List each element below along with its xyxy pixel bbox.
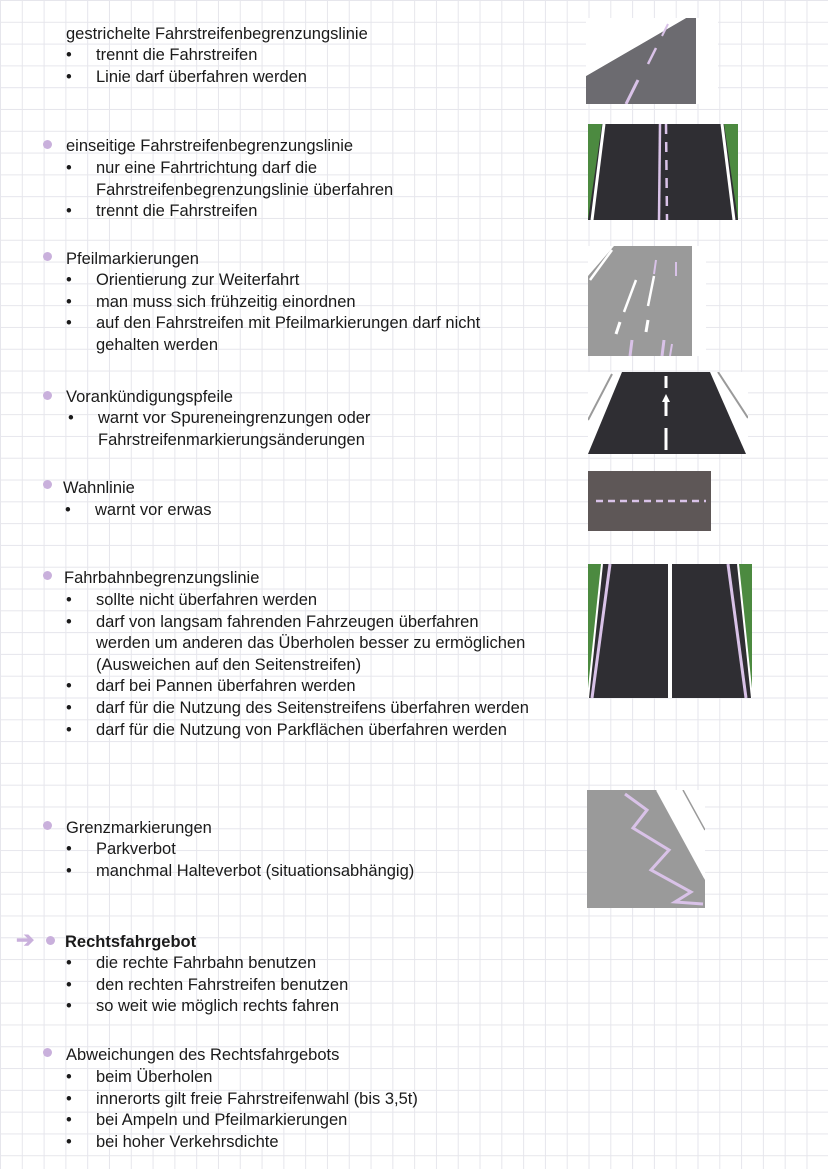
list-item: • die rechte Fahrbahn benutzen	[66, 953, 506, 975]
bullet-list	[68, 408, 488, 451]
section-heading: gestrichelte Fahrstreifenbegrenzungslinie	[66, 25, 368, 43]
bullet-marker: •	[66, 46, 72, 64]
list-item: • Orientierung zur Weiterfahrt	[66, 270, 536, 292]
list-item: • Linie darf überfahren werden	[66, 67, 546, 89]
arrow-markings-road	[588, 246, 706, 356]
list-item: • trennt die Fahrstreifen	[66, 45, 546, 67]
roadway-edge-line-road	[588, 564, 752, 698]
bullet-marker: •	[66, 202, 72, 221]
list-item: • manchmal Halteverbot (situationsabhängig)	[66, 861, 506, 883]
dashed-lane-line-road	[586, 18, 718, 104]
section-dot	[43, 571, 52, 580]
list-item: • bei Ampeln und Pfeilmarkierungen	[66, 1110, 536, 1132]
bullet-marker: •	[68, 409, 74, 427]
list-item: • darf für die Nutzung von Parkflächen überfahren werden	[66, 720, 536, 742]
bullet-marker: •	[66, 159, 72, 177]
section-dot	[43, 480, 52, 489]
bullet-marker: •	[66, 271, 72, 289]
bullet-marker: •	[66, 591, 72, 609]
bullet-marker: •	[66, 1132, 72, 1151]
list-item: • darf bei Pannen überfahren werden	[66, 676, 536, 698]
list-item: • nur eine Fahrtrichtung darf die Fahrstreifenbegrenzungslinie überfahren	[66, 159, 394, 199]
bullet-marker: •	[66, 1068, 72, 1086]
bullet-marker: •	[66, 840, 72, 858]
list-item: • so weit wie möglich rechts fahren	[66, 996, 506, 1018]
bullet-marker: •	[66, 720, 72, 739]
section-dot	[43, 1048, 52, 1057]
one-sided-lane-line-road	[588, 124, 738, 220]
list-item: • auf den Fahrstreifen mit Pfeilmarkierungen darf nicht gehalten werden	[66, 314, 481, 354]
bullet-marker: •	[66, 861, 72, 880]
section-dot	[46, 936, 55, 945]
section-dot	[43, 252, 52, 261]
right-arrow-icon: ➔	[16, 927, 35, 952]
bullet-marker: •	[66, 975, 72, 994]
section-heading: Grenzmarkierungen	[66, 819, 212, 837]
bullet-marker: •	[66, 698, 72, 717]
list-item: • innerorts gilt freie Fahrstreifenwahl (bis 3,5t)	[66, 1089, 536, 1111]
bullet-list	[66, 590, 536, 741]
list-item: • Parkverbot	[66, 839, 506, 861]
list-item: • den rechten Fahrstreifen benutzen	[66, 975, 506, 997]
section-heading: Vorankündigungspfeile	[66, 388, 233, 406]
list-item: • warnt vor erwas	[65, 500, 465, 522]
list-item: • warnt vor Spureneingrenzungen oder Fahrstreifenmarkierungsänderungen	[68, 409, 371, 449]
bullet-list	[66, 1067, 536, 1153]
bullet-marker: •	[65, 501, 71, 519]
bullet-marker: •	[66, 1089, 72, 1108]
bullet-marker: •	[66, 292, 72, 311]
bullet-marker: •	[66, 677, 72, 696]
bullet-marker: •	[66, 314, 72, 333]
advance-warning-arrow-road	[588, 372, 748, 454]
zigzag-boundary-marking	[587, 790, 705, 908]
list-item: • darf von langsam fahrenden Fahrzeugen überfahren werden um anderen das Überholen besser zu ermöglichen (Ausweichen auf den Seitenstreifen)	[66, 612, 526, 674]
bullet-marker: •	[66, 1111, 72, 1130]
list-item: • trennt die Fahrstreifen	[66, 201, 466, 223]
list-item: • beim Überholen	[66, 1067, 536, 1089]
bullet-list	[66, 270, 536, 356]
bullet-list	[66, 45, 546, 88]
warning-line-road	[588, 471, 711, 531]
bullet-list	[66, 158, 466, 223]
bullet-marker: •	[66, 67, 72, 86]
bullet-list	[66, 953, 506, 1018]
bullet-marker: •	[66, 954, 72, 972]
list-item: • bei hoher Verkehrsdichte	[66, 1132, 536, 1154]
bullet-marker: •	[66, 997, 72, 1016]
list-item: • darf für die Nutzung des Seitenstreifens überfahren werden	[66, 698, 536, 720]
list-item: • man muss sich frühzeitig einordnen	[66, 292, 536, 314]
section-heading: Wahnlinie	[63, 479, 135, 497]
section-heading: Pfeilmarkierungen	[66, 250, 199, 268]
section-heading: Fahrbahnbegrenzungslinie	[64, 569, 260, 587]
section-dot	[43, 821, 52, 830]
bullet-marker: •	[66, 612, 72, 631]
section-heading: Rechtsfahrgebot	[65, 933, 197, 951]
section-heading: Abweichungen des Rechtsfahrgebots	[66, 1046, 340, 1064]
section-dot	[43, 391, 52, 400]
bullet-list	[66, 839, 506, 882]
section-dot	[43, 140, 52, 149]
bullet-list	[65, 500, 465, 522]
list-item: • sollte nicht überfahren werden	[66, 590, 536, 612]
section-heading: einseitige Fahrstreifenbegrenzungslinie	[66, 137, 354, 155]
